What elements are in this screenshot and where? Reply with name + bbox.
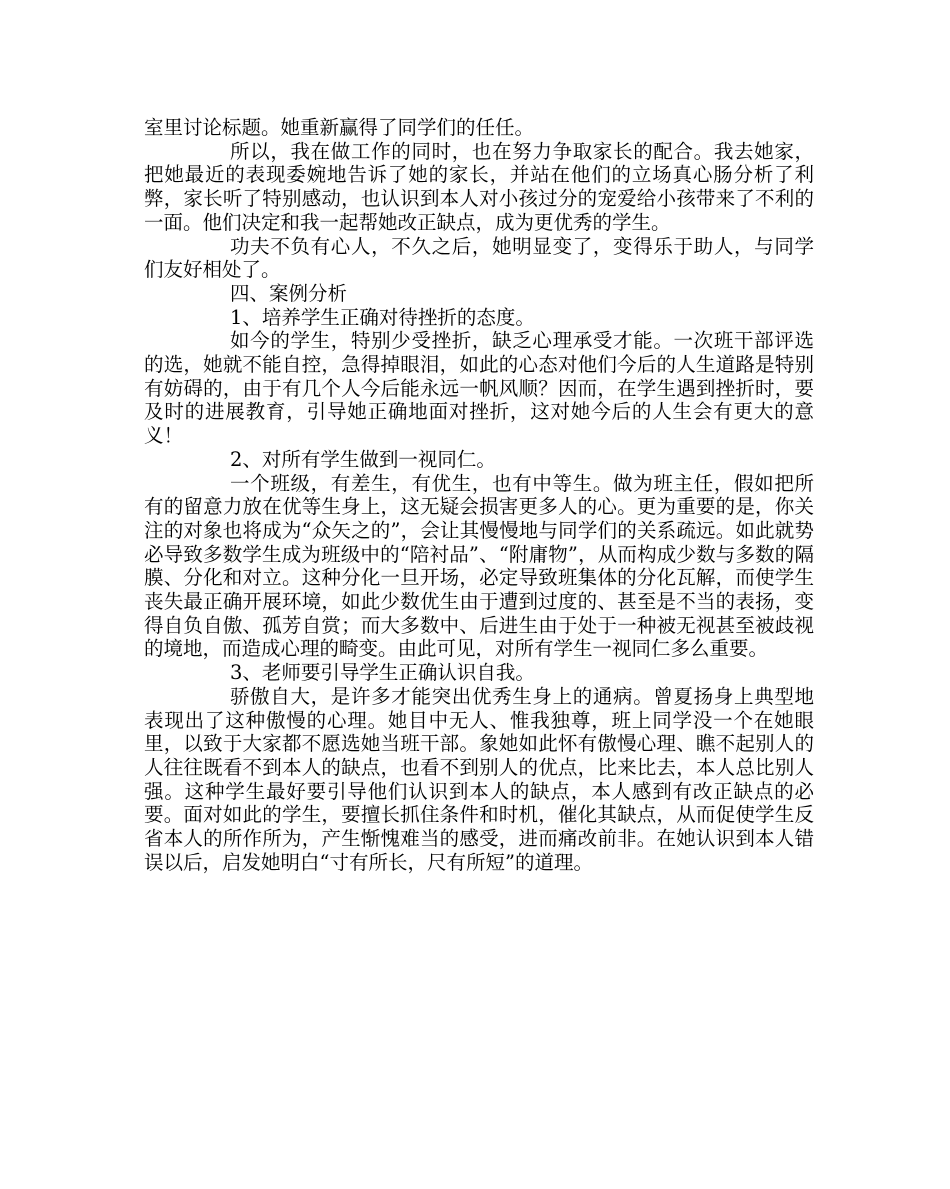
paragraph-continuation: 室里讨论标题。她重新赢得了同学们的任任。 — [144, 116, 535, 139]
paragraph-equal-treatment: 一个班级，有差生，有优生，也有中等生。做为班主任，假如把所有的留意力放在优等生身上，这无疑会损害更多人的心。更为重要的是，你关注的对象也将成为“众矢之的”，会让其慢慢地与同学们的关系疏远。如此就势必导致多数学生成为班级中的“陪衬品”、“附庸物”，从而构成少数与多数的隔膜、分化和对立。这种分化一旦开场，必定导致班集体的分化瓦解，而使学生丧失最正确开展环境，如此少数优生由于遭到过度的、甚至是不当的表扬，变得自负自傲、孤芳自赏；而大多数中、后进生由于处于一种被无视甚至被歧视的境地，而造成心理的畸变。由此可见，对所有学生一视同仁多么重要。 — [144, 471, 814, 661]
paragraph-parent-cooperation: 所以，我在做工作的同时，也在努力争取家长的配合。我去她家，把她最近的表现委婉地告诉了她的家长，并站在他们的立场真心肠分析了利弊，家长听了特别感动，也认识到本人对小孩过分的宠爱给小孩带来了不利的一面。他们决定和我一起帮她改正缺点，成为更优秀的学生。 — [144, 139, 814, 234]
subheading-3: 3、老师要引导学生正确认识自我。 — [230, 661, 535, 685]
document-page — [144, 116, 814, 875]
subheading-1: 1、培养学生正确对待挫折的态度。 — [230, 305, 535, 329]
section-heading-case-analysis: 四、案例分析 — [230, 281, 348, 305]
paragraph-frustration: 如今的学生，特别少受挫折，缺乏心理承受才能。一次班干部评选的选，她就不能自控，急得掉眼泪，如此的心态对他们今后的人生道路是特别有妨碍的，由于有几个人今后能永远一帆风顺？因而，在学生遇到挫折时，要及时的进展教育，引导她正确地面对挫折，这对她今后的人生会有更大的意义！ — [144, 329, 814, 448]
paragraph-self-awareness: 骄傲自大，是许多才能突出优秀生身上的通病。曾夏扬身上典型地表现出了这种傲慢的心理。她目中无人、惟我独尊，班上同学没一个在她眼里，以致于大家都不愿选她当班干部。象她如此怀有傲慢心理、瞧不起别人的人往往既看不到本人的缺点，也看不到别人的优点，比来比去，本人总比别人强。这种学生最好要引导他们认识到本人的缺点，本人感到有改正缺点的必要。面对如此的学生，要擅长抓住条件和时机，催化其缺点，从而促使学生反省本人的所作所为，产生惭愧难当的感受，进而痛改前非。在她认识到本人错误以后，启发她明白“寸有所长，尺有所短”的道理。 — [144, 684, 814, 874]
subheading-2: 2、对所有学生做到一视同仁。 — [230, 447, 496, 471]
paragraph-change: 功夫不负有心人，不久之后，她明显变了，变得乐于助人，与同学们友好相处了。 — [144, 234, 814, 282]
